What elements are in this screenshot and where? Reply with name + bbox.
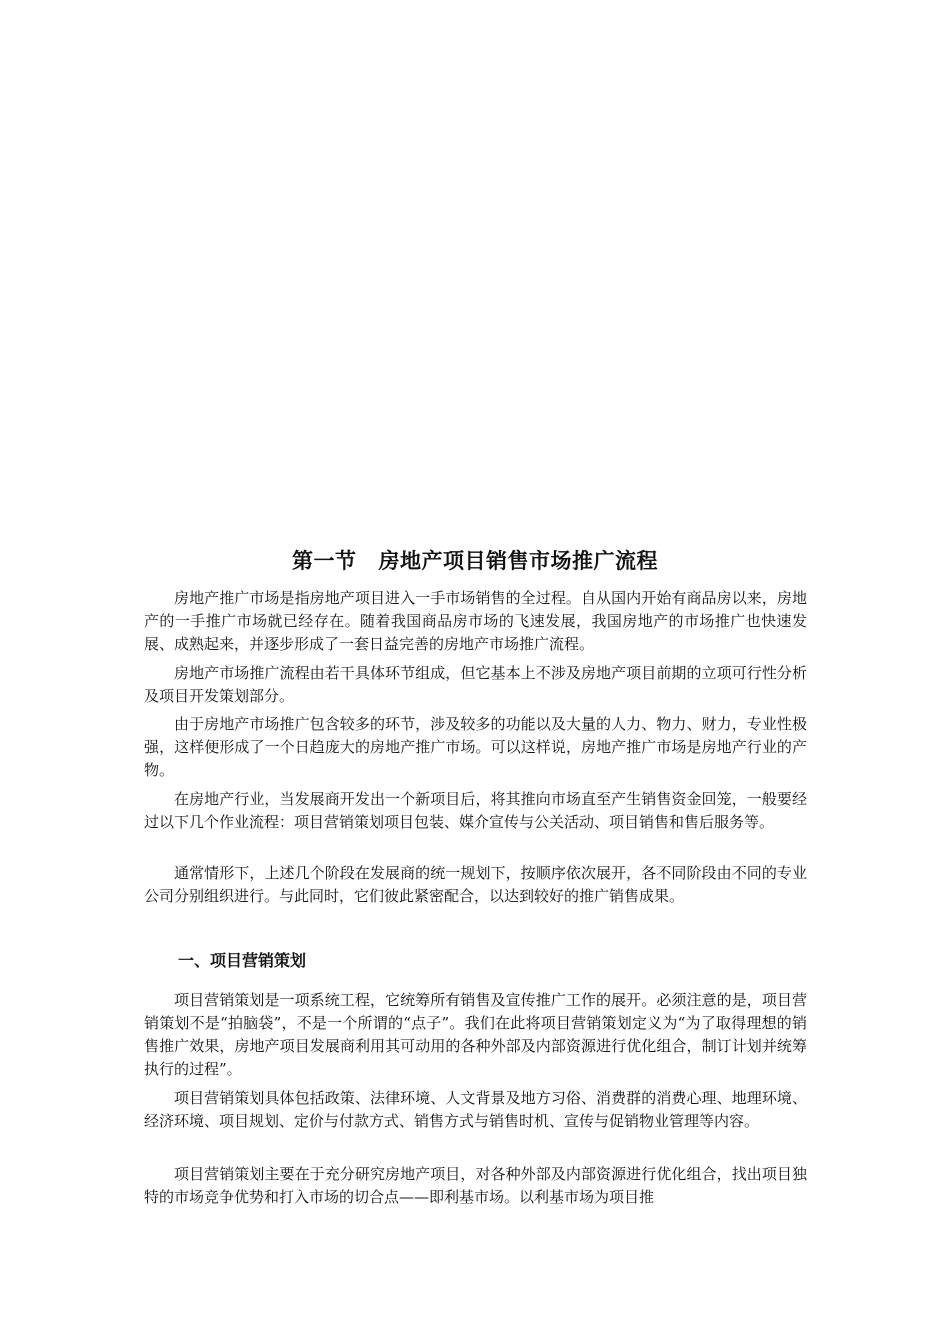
paragraph-workflow: 在房地产行业，当发展商开发出一个新项目后，将其推向市场直至产生销售资金回笼，一般要经过以下几个作业流程：项目营销策划项目包装、媒介宣传与公关活动、项目销售和售后服务等。 xyxy=(144,790,807,831)
paragraph-coordination: 通常情形下，上述几个阶段在发展商的统一规划下，按顺序依次展开，各不同阶段由不同的专业公司分别组织进行。与此同时，它们彼此紧密配合，以达到较好的推广销售成果。 xyxy=(144,864,807,905)
section-number: 第一节 xyxy=(292,549,357,573)
paragraph-intro: 房地产推广市场是指房地产项目进入一手市场销售的全过程。自从国内开始有商品房以来，房地产的一手推广市场就已经存在。随着我国商品房市场的飞速发展，我国房地产的市场推广也快速发展、成熟起来，并逐步形成了一套日益完善的房地产市场推广流程。 xyxy=(144,589,807,653)
paragraph-planning-focus: 项目营销策划主要在于充分研究房地产项目，对各种外部及内部资源进行优化组合，找出项目独特的市场竞争优势和打入市场的切合点——即利基市场。以利基市场为项目推 xyxy=(144,1165,807,1206)
section-title-text: 房地产项目销售市场推广流程 xyxy=(378,549,658,573)
paragraph-planning-definition: 项目营销策划是一项系统工程，它统筹所有销售及宣传推广工作的展开。必须注意的是，项目营销策划不是“拍脑袋”，不是一个所谓的“点子”。我们在此将项目营销策划定义为“为了取得理想的销售推广效果，房地产项目发展商利用其可动用的各种外部及内部资源进行优化组合，制订计划并统筹执行的过程”。 xyxy=(144,991,807,1078)
section-title xyxy=(0,546,950,576)
paragraph-process-scope: 房地产市场推广流程由若干具体环节组成，但它基本上不涉及房地产项目前期的立项可行性分析及项目开发策划部分。 xyxy=(144,664,807,705)
paragraph-market-scale: 由于房地产市场推广包含较多的环节，涉及较多的功能以及大量的人力、物力、财力，专业性极强，这样便形成了一个日趋庞大的房地产推广市场。可以这样说，房地产推广市场是房地产行业的产物。 xyxy=(144,715,807,779)
subsection-heading: 一、项目营销策划 xyxy=(178,951,307,970)
paragraph-planning-contents: 项目营销策划具体包括政策、法律环境、人文背景及地方习俗、消费群的消费心理、地理环境、经济环境、项目规划、定价与付款方式、销售方式与销售时机、宣传与促销物业管理等内容。 xyxy=(144,1089,807,1130)
